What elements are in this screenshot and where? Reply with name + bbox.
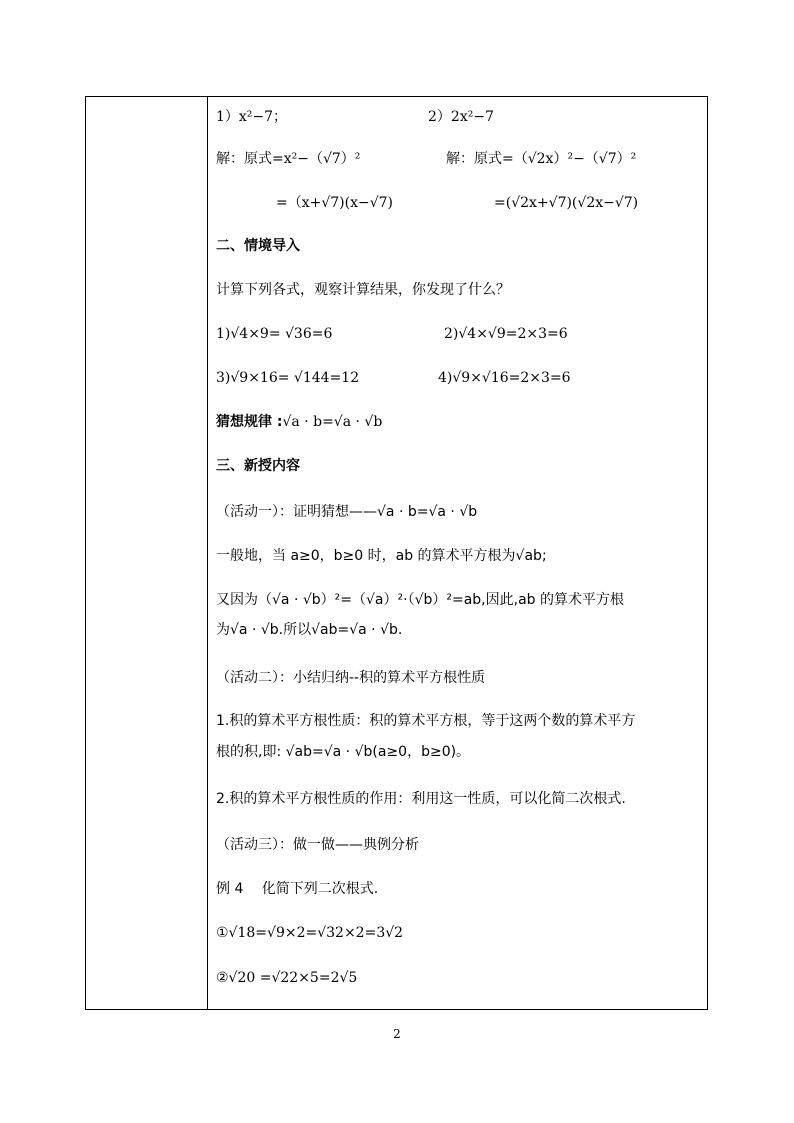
proof-line-1: 又因为（√a · √b）²=（√a）²·（√b）²=ab,因此,ab 的算术平方根 [216, 592, 624, 608]
calc-3: 3)√9×16= √144=12 [216, 370, 360, 386]
guess-rule [216, 412, 382, 432]
general-statement: 一般地，当 a≥0，b≥0 时，ab 的算术平方根为√ab; [216, 548, 547, 564]
property-2: 2.积的算术平方根性质的作用：利用这一性质，可以化简二次根式. [216, 791, 626, 807]
solution-2: 解：原式=（√2x）²−（√7）² [446, 151, 637, 167]
example-4-title: 例 4 化简下列二次根式. [216, 881, 379, 897]
solution-1: 解：原式=x²−（√7）² [216, 151, 361, 167]
section-heading-2: 二、情境导入 [216, 238, 300, 254]
guess-formula: √a · b=√a · √b [282, 414, 383, 430]
activity-1: （活动一）：证明猜想——√a · b=√a · √b [216, 504, 478, 520]
solution-2-result: =(√2x+√7)(√2x−√7) [494, 195, 639, 211]
guess-label: 猜想规律 : [216, 414, 283, 430]
page-number: 2 [393, 1027, 401, 1041]
calc-2: 2)√4×√9=2×3=6 [444, 326, 568, 342]
exercise-2: 2）2x²−7 [428, 109, 494, 125]
property-1-line-1: 1.积的算术平方根性质：积的算术平方根，等于这两个数的算术平方 [216, 713, 636, 729]
example-a: ①√18=√9×2=√32×2=3√2 [216, 925, 404, 941]
content-table [85, 96, 708, 1010]
prompt-text: 计算下列各式，观察计算结果，你发现了什么？ [216, 282, 510, 298]
solution-1-result: =（x+√7)(x−√7) [276, 195, 394, 211]
column-divider [207, 97, 208, 1009]
activity-3: （活动三）：做一做——典例分析 [216, 837, 419, 853]
section-heading-3: 三、新授内容 [216, 458, 300, 474]
property-1-line-2: 根的积,即: √ab=√a · √b(a≥0，b≥0)。 [216, 744, 471, 760]
proof-line-2: 为√a · √b.所以√ab=√a · √b. [216, 622, 403, 638]
calc-1: 1)√4×9= √36=6 [216, 326, 333, 342]
example-b: ②√20 =√22×5=2√5 [216, 970, 358, 986]
exercise-1: 1）x²−7； [216, 109, 288, 125]
calc-4: 4)√9×√16=2×3=6 [438, 370, 571, 386]
activity-2: （活动二）：小结归纳--积的算术平方根性质 [216, 670, 486, 686]
